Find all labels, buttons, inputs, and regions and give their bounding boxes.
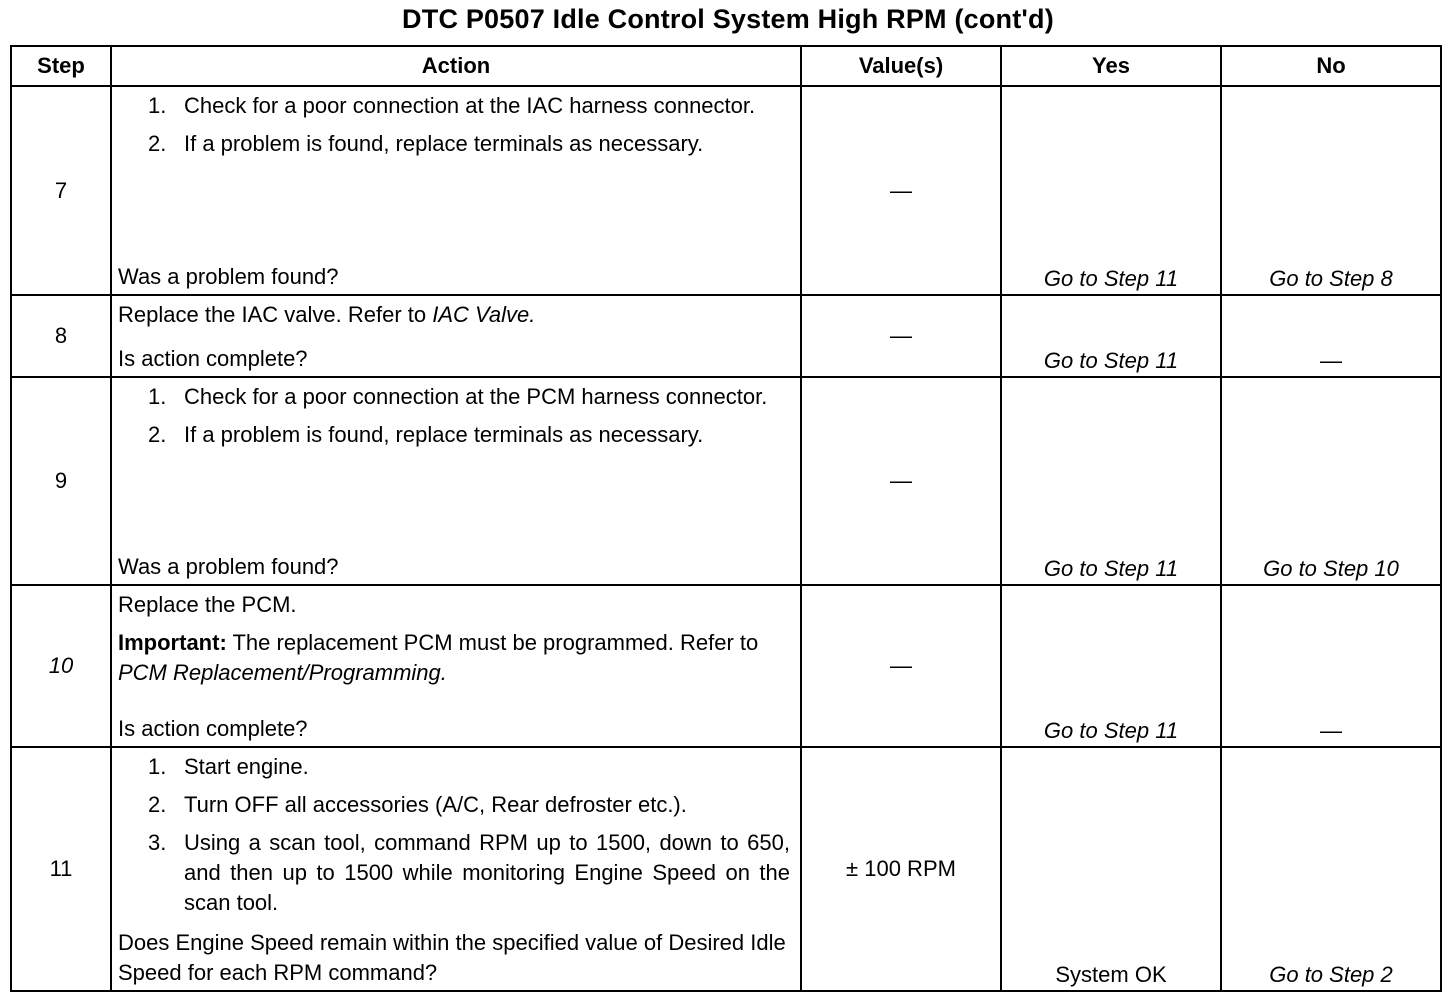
column-header-no: No xyxy=(1221,46,1441,86)
step-number: 8 xyxy=(11,295,111,377)
action-cell xyxy=(111,585,801,747)
value-cell: — xyxy=(801,377,1001,585)
table-row-step-8 xyxy=(11,295,1441,377)
action-question: Was a problem found? xyxy=(118,554,339,579)
action-question: Is action complete? xyxy=(118,716,308,741)
action-step: 1. Check for a poor connection at the IAC harness connector. xyxy=(148,93,756,118)
action-step: 2. If a problem is found, replace terminals as necessary. xyxy=(148,422,704,447)
action-cell xyxy=(111,747,801,991)
step-number: 7 xyxy=(11,86,111,295)
no-result: — xyxy=(1221,295,1441,377)
table-header-row xyxy=(11,46,1441,86)
action-cell xyxy=(111,377,801,585)
table-row-step-7 xyxy=(11,86,1441,295)
action-text: Replace the IAC valve. Refer to IAC Valve. xyxy=(118,302,536,327)
column-header-yes: Yes xyxy=(1001,46,1221,86)
important-note: Important: The replacement PCM must be programmed. Refer to PCM Replacement/Programming. xyxy=(118,630,759,685)
no-result: — xyxy=(1221,585,1441,747)
reference-link: IAC Valve. xyxy=(432,302,536,327)
column-header-action: Action xyxy=(111,46,801,86)
no-result: Go to Step 8 xyxy=(1221,86,1441,295)
reference-link: PCM Replacement/Programming. xyxy=(118,660,447,685)
action-question: Was a problem found? xyxy=(118,264,339,289)
no-result: Go to Step 2 xyxy=(1221,747,1441,991)
action-question: Is action complete? xyxy=(118,346,308,371)
action-step: 3. Using a scan tool, command RPM up to 1500, down to 650, and then up to 1500 while monitoring Engine Speed on the scan tool. xyxy=(148,830,790,915)
step-number: 10 xyxy=(11,585,111,747)
step-number: 9 xyxy=(11,377,111,585)
action-step: 2. Turn OFF all accessories (A/C, Rear defroster etc.). xyxy=(148,792,687,817)
action-question: Does Engine Speed remain within the specified value of Desired Idle Speed for each RPM command? xyxy=(118,930,786,985)
no-result: Go to Step 10 xyxy=(1221,377,1441,585)
action-cell xyxy=(111,295,801,377)
value-cell: — xyxy=(801,86,1001,295)
page-title: DTC P0507 Idle Control System High RPM (cont'd) xyxy=(402,4,1054,34)
action-step: 1. Check for a poor connection at the PCM harness connector. xyxy=(148,384,768,409)
step-number: 11 xyxy=(11,747,111,991)
yes-result: Go to Step 11 xyxy=(1001,86,1221,295)
action-cell xyxy=(111,86,801,295)
action-text: Replace the PCM. xyxy=(118,592,297,617)
action-step: 2. If a problem is found, replace terminals as necessary. xyxy=(148,131,704,156)
diagnostic-table xyxy=(10,45,1442,992)
value-cell: — xyxy=(801,295,1001,377)
yes-result: System OK xyxy=(1001,747,1221,991)
value-cell: ± 100 RPM xyxy=(801,747,1001,991)
table-row-step-10 xyxy=(11,585,1441,747)
table-row-step-11 xyxy=(11,747,1441,991)
column-header-values: Value(s) xyxy=(801,46,1001,86)
action-step: 1. Start engine. xyxy=(148,754,309,779)
yes-result: Go to Step 11 xyxy=(1001,377,1221,585)
table-row-step-9 xyxy=(11,377,1441,585)
yes-result: Go to Step 11 xyxy=(1001,585,1221,747)
yes-result: Go to Step 11 xyxy=(1001,295,1221,377)
column-header-step: Step xyxy=(11,46,111,86)
value-cell: — xyxy=(801,585,1001,747)
